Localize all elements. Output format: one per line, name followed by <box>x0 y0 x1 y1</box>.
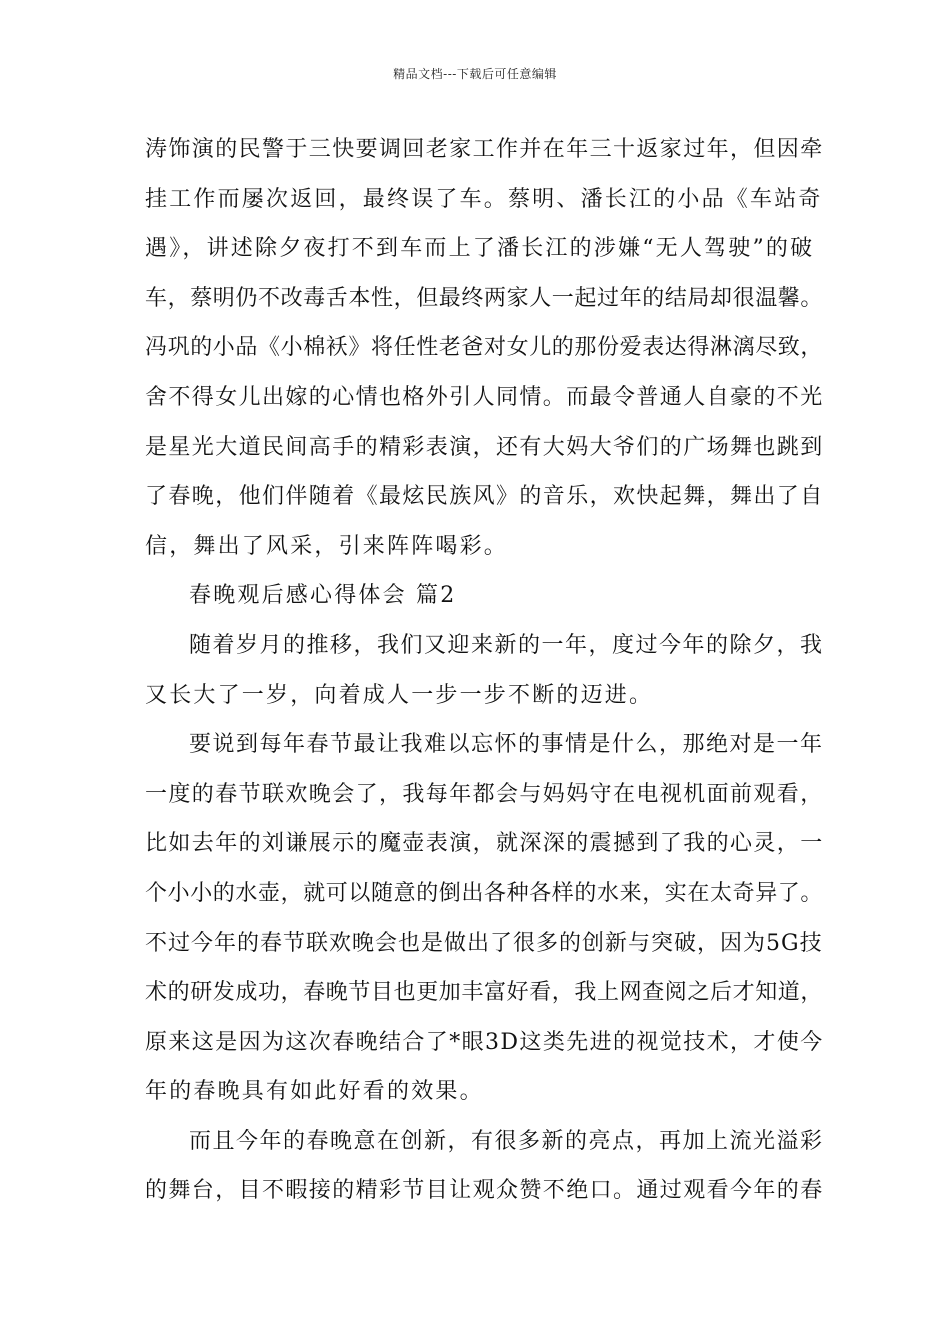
text-line: 个小小的水壶，就可以随意的倒出各种各样的水来，实在太奇异了。 <box>145 880 824 906</box>
text-line: 年的春晚具有如此好看的效果。 <box>145 1079 484 1105</box>
text-line: 比如去年的刘谦展示的魔壶表演，就深深的震撼到了我的心灵，一 <box>145 831 824 857</box>
text-line: 车，蔡明仍不改毒舌本性，但最终两家人一起过年的结局却很温馨。 <box>145 285 824 311</box>
document-body <box>145 132 825 1223</box>
text-line: 挂工作而屡次返回，最终误了车。蔡明、潘长江的小品《车站奇 <box>145 186 823 212</box>
text-line: 又长大了一岁，向着成人一步一步不断的迈进。 <box>145 682 654 708</box>
text-line: 的舞台，目不暇接的精彩节目让观众赞不绝口。通过观看今年的春 <box>145 1178 824 1204</box>
text-line: 随着岁月的推移，我们又迎来新的一年，度过今年的除夕，我 <box>189 632 824 658</box>
text-line: 要说到每年春节最让我难以忘怀的事情是什么，那绝对是一年 <box>189 732 824 758</box>
text-line: 而且今年的春晚意在创新，有很多新的亮点，再加上流光溢彩 <box>189 1128 824 1154</box>
text-line: 原来这是因为这次春晚结合了*眼3D这类先进的视觉技术，才使今 <box>145 1029 824 1055</box>
section-heading: 春晚观后感心得体会 篇2 <box>189 583 457 609</box>
text-line: 一度的春节联欢晚会了，我每年都会与妈妈守在电视机面前观看， <box>145 781 824 807</box>
text-line: 不过今年的春节联欢晚会也是做出了很多的创新与突破，因为5G技 <box>145 930 823 956</box>
text-line: 术的研发成功，春晚节目也更加丰富好看，我上网查阅之后才知道， <box>145 980 824 1006</box>
text-line: 冯巩的小品《小棉袄》将任性老爸对女儿的那份爱表达得淋漓尽致， <box>145 335 824 361</box>
text-line: 遇》，讲述除夕夜打不到车而上了潘长江的涉嫌“无人驾驶”的破 <box>145 236 815 262</box>
text-line: 了春晚，他们伴随着《最炫民族风》的音乐，欢快起舞，舞出了自 <box>145 484 824 510</box>
text-line: 信，舞出了风采，引来阵阵喝彩。 <box>145 533 509 559</box>
text-line: 是星光大道民间高手的精彩表演，还有大妈大爷们的广场舞也跳到 <box>145 434 824 460</box>
page-header: 精品文档---下载后可任意编辑 <box>393 67 557 81</box>
text-line: 涛饰演的民警于三快要调回老家工作并在年三十返家过年，但因牵 <box>145 137 824 162</box>
text-line: 舍不得女儿出嫁的心情也格外引人同情。而最令普通人自豪的不光 <box>145 384 824 410</box>
